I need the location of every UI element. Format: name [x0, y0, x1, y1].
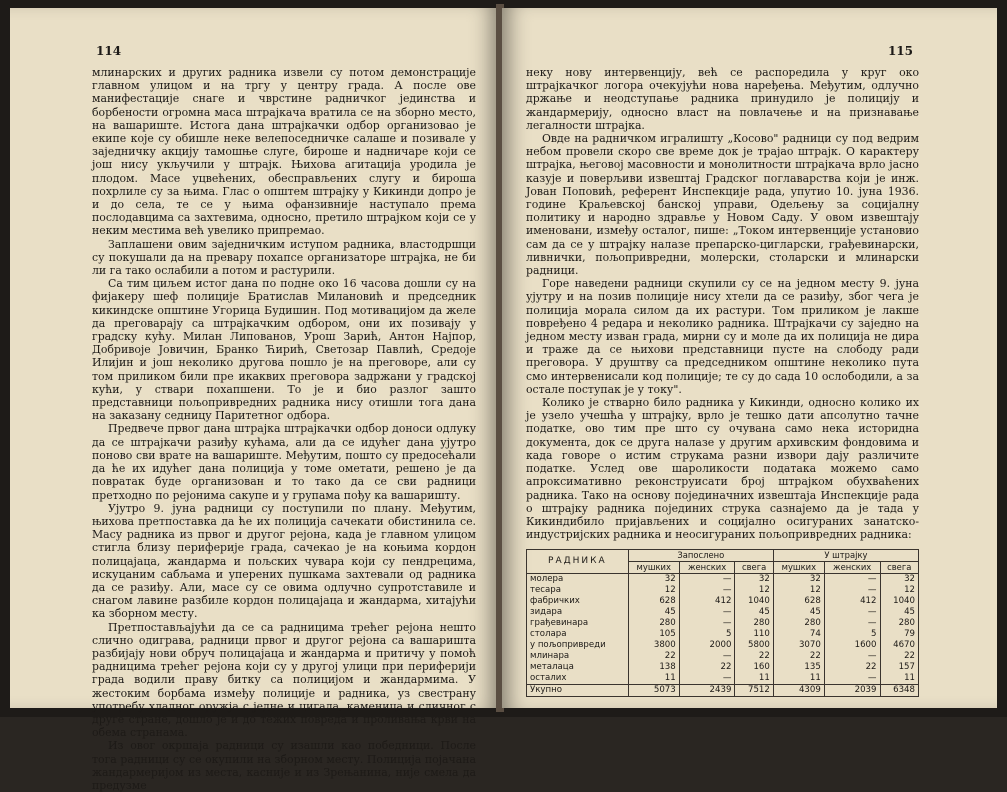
table-cell: 2000 [679, 640, 735, 651]
paragraph: Овде на радничком игралишту „Косово" радници су под ведрим небом провели скоро све време док је трајао штрајк. О карактеру штрајка, његовој масовности и монолитности штрајкача врло јасно казује и поверљиви извештај Градског поглаварства који је инж. Јован Поповић, референт Инспекције рада, упутио 10. јуна 1936. године Краљевској банској управи, Одељењу за социјалну политику и народно здравље у Новом Саду. У овом извештају именовани, између осталог, пише: „Током интервенције установио сам да се у штрајку налазе препарско-цигларски, грађевинарски, ливнички, пољопривредни, молерски, столарски и млинарски радници. [526, 132, 919, 278]
column-header-female: женских [824, 562, 880, 574]
page-number: 115 [887, 44, 913, 58]
page-number: 114 [96, 44, 122, 58]
table-cell: 45 [628, 607, 679, 618]
table-cell: — [824, 673, 880, 685]
row-label: у пољопривреди [527, 640, 629, 651]
table-cell: 3070 [773, 640, 824, 651]
table-cell: 45 [773, 607, 824, 618]
table-cell: 11 [773, 673, 824, 685]
paragraph: неку нову интервенцију, већ се распоредила у круг око штрајкачког логора очекујући нова наређења. Међутим, одлучно држање и неодступање радника принудило је полицију и жандармерију, односно власт на повлачење и на признавање легалности штрајка. [526, 66, 919, 132]
table-cell: 157 [880, 662, 919, 673]
table-cell: 110 [735, 629, 773, 640]
table-row [527, 629, 919, 640]
paragraph: Предвече првог дана штрајка штрајкачки одбор доноси одлуку да се штрајкачи разиђу кућама, али да се идућег дана ујутро поново сви врате на вашариште. Међутим, пошто су предосећали да ће их идућег дана полиција у томе ометати, решено је да повратак буде организован и то тако да се сви радници претходно по рејонима сакупе и у групама пођу ка вашаришту. [92, 422, 476, 502]
table-cell: — [824, 585, 880, 596]
column-header-female: женских [679, 562, 735, 574]
table-cell: 280 [880, 618, 919, 629]
table-cell: — [679, 585, 735, 596]
column-header-male: мушких [773, 562, 824, 574]
left-page [10, 8, 498, 792]
table-cell: — [824, 651, 880, 662]
table-cell: — [824, 618, 880, 629]
table-cell: 11 [880, 673, 919, 685]
column-header-total: свега [880, 562, 919, 574]
table-cell: — [679, 574, 735, 586]
total-row [527, 685, 919, 697]
table-row [527, 662, 919, 673]
table-cell: 4670 [880, 640, 919, 651]
table-cell: 22 [824, 662, 880, 673]
column-header-total: свега [735, 562, 773, 574]
paragraph: Заплашени овим заједничким иступом радника, властодршци су покушали да на превару похапсе организаторе штрајка, не би ли га тако ослабили а потом и растурили. [92, 237, 476, 278]
table-cell: 3800 [628, 640, 679, 651]
row-label: молера [527, 574, 629, 586]
table-cell: 280 [628, 618, 679, 629]
column-header-workers: РАДНИКА [527, 550, 629, 574]
row-label: тесара [527, 585, 629, 596]
row-label: млинара [527, 651, 629, 662]
table-cell: 22 [735, 651, 773, 662]
column-group-on-strike: У штрајку [773, 550, 918, 562]
table-body [527, 574, 919, 697]
table-cell: — [679, 618, 735, 629]
column-group-employed: Запослено [628, 550, 773, 562]
table-cell: 138 [628, 662, 679, 673]
table-cell: — [824, 574, 880, 586]
table-cell: 135 [773, 662, 824, 673]
table-cell: 32 [880, 574, 919, 586]
table-cell: 32 [735, 574, 773, 586]
paragraph: Претпостављајући да се са радницима трећег рејона нешто слично одиграва, радници првог и другог рејона са вашаришта разбијају нови обруч полицајаца и жандарма и притичу у помоћ радницима трећег рејона који су у другој улици при периферији града водили праву битку са полицијом и жандармима. У жестоким борбама између полиције и радника, уз свестрану употребу хладног оружја с једне и цигала, каменица и сличног с друге стране, дошло је и до тежих повреда и проливања крви на обема странама. [92, 620, 476, 740]
total-cell: 5073 [628, 685, 679, 697]
table-cell: — [679, 673, 735, 685]
table-cell: 412 [679, 596, 735, 607]
table-row [527, 651, 919, 662]
row-label: столара [527, 629, 629, 640]
table-cell: 45 [735, 607, 773, 618]
row-label: зидара [527, 607, 629, 618]
row-label: грађевинара [527, 618, 629, 629]
table-cell: 45 [880, 607, 919, 618]
table-cell: 22 [628, 651, 679, 662]
table-cell: 12 [880, 585, 919, 596]
table-cell: 22 [773, 651, 824, 662]
total-cell: 7512 [735, 685, 773, 697]
table-cell: 22 [679, 662, 735, 673]
total-label: Укупно [527, 685, 629, 697]
table-cell: 74 [773, 629, 824, 640]
table-cell: 12 [628, 585, 679, 596]
table-row [527, 596, 919, 607]
table-cell: 12 [735, 585, 773, 596]
table-row [527, 585, 919, 596]
table-row [527, 574, 919, 586]
table-cell: — [824, 607, 880, 618]
table-cell: 32 [628, 574, 679, 586]
table-cell: 628 [628, 596, 679, 607]
table-cell: 1040 [880, 596, 919, 607]
row-label: металаца [527, 662, 629, 673]
table-cell: 5 [679, 629, 735, 640]
row-label: осталих [527, 673, 629, 685]
paragraph: Из овог окршаја радници су изашли као победници. После тога радници су се окупили на зборном месту. Полиција појачана жандармеријом из места, касније и из Зрењанина, није смела да предузме [92, 739, 476, 792]
table-cell: 1600 [824, 640, 880, 651]
paragraph: Горе наведени радници скупили су се на једном месту 9. јуна ујутру и на позив полиције нису хтели да се разиђу, због чега је полиција морала силом да их растури. Том приликом је лакше повређено 4 редара и неколико радника. Штрајкачи су заједно на једном месту изван града, мирни су и моле да их полиција не дира и траже да се њихови представници пусте на слободу ради преговора. У друштву са председником општине неколико пута смо интервенисали код полиције; те су до сада 10 ослободили, а за остале поступак је у току". [526, 277, 919, 396]
workers-table-wrapper [526, 549, 919, 697]
table-cell: — [679, 607, 735, 618]
table-cell: 280 [735, 618, 773, 629]
table-cell: 12 [773, 585, 824, 596]
right-page [502, 8, 997, 708]
paragraph: Колико је стварно било радника у Кикинди, односно колико их је узело учешћа у штрајку, врло је тешко дати апсолутно тачне податке, ово тим пре што су очувана само нека историдна документа, док се друга налазе у другим архивским фондовима и када говоре о истим струкама разни извори дају различите податке. Услед ове шароликости података можемо само апроксимативно реконструисати број штрајком обухваћених радника. Тако на основу појединачних извештаја Инспекције рада о штрајку радника појединих струка сазнајемо да је тада у Кикиндибило пријављених и социјално осигураних занатско-индустријских радника и неосигураних пољопривредних радника: [526, 396, 919, 542]
row-label: фабричких [527, 596, 629, 607]
column-header-male: мушких [628, 562, 679, 574]
table-cell: 5800 [735, 640, 773, 651]
table-cell: 628 [773, 596, 824, 607]
body-text [92, 66, 476, 792]
table-cell: 79 [880, 629, 919, 640]
paragraph: Ујутро 9. јуна радници су поступили по плану. Међутим, њихова претпоставка да ће их полиција сачекати обистинила се. Масу радника из првог и другог рејона, када је главном улицом стигла близу периферије града, сачекао је на коњима кордон полицајаца, жандарма и пољских чувара који су пендрецима, искуцаним сабљама и уперених пушкама захтевали од радника да се разиђу. Али, масе су се овима одлучно супротставиле и снагом лавине разбиле кордон полицајаца и жандарма, хитајући ка зборном месту. [92, 501, 476, 621]
table-cell: 160 [735, 662, 773, 673]
paragraph: Са тим циљем истог дана по подне око 16 часова дошли су на фијакеру шеф полиције Братислав Милановић и председник кикиндске општине Угорица Будишин. Под мотивацијом да желе да преговарају са штрајкачким одбором, они их позивају у градску кућу. Милан Липованов, Урош Зарић, Антон Најпор, Добривоје Јовичин, Бранко Ћирић, Светозар Павлић, Средоје Илијин и још неколико другова пошло је на преговоре, али су том приликом били пре икаквих преговора задржани у градској кући, у ствари похапшени. То је и био разлог зашто представници пољопривредних радника нису отишли тога дана на заказану седницу Паритетног одбора. [92, 277, 476, 423]
total-cell: 6348 [880, 685, 919, 697]
table-cell: 11 [628, 673, 679, 685]
table-cell: 105 [628, 629, 679, 640]
table-cell: 412 [824, 596, 880, 607]
paragraph: млинарских и других радника извели су потом демонстрације главном улицом и на тргу у центру града. А после ове манифестације снаге и чврстине радничког јединства и борбености огромна маса штрајкача вратила се на зборно место, на вашариште. Истога дана штрајкачки одбор организовао је екипе које су обишле неке велепоседничке салаше и позивале у заједничку акцију тамошње слуге, бироше и надничаре који се још нису укључили у штрајк. Њихова агитација уродила је плодом. Масе уцвећених, обесправљених слугу и бироша похрлиле су за њима. Глас о општем штрајку у Кикинди допро је и до села, те се у њима офанзивније наступало према послодавцима са захтевима, односно, претило штрајком који се у неким местима већ увелико припремао. [92, 66, 476, 238]
total-cell: 2039 [824, 685, 880, 697]
table-row [527, 673, 919, 685]
table-cell: 280 [773, 618, 824, 629]
table-cell: 11 [735, 673, 773, 685]
table-row [527, 640, 919, 651]
table-cell: 22 [880, 651, 919, 662]
table-cell: 1040 [735, 596, 773, 607]
table-row [527, 607, 919, 618]
table-cell: 5 [824, 629, 880, 640]
total-cell: 4309 [773, 685, 824, 697]
workers-table [526, 549, 919, 697]
total-cell: 2439 [679, 685, 735, 697]
table-cell: — [679, 651, 735, 662]
table-row [527, 618, 919, 629]
table-cell: 32 [773, 574, 824, 586]
body-text [526, 66, 919, 697]
